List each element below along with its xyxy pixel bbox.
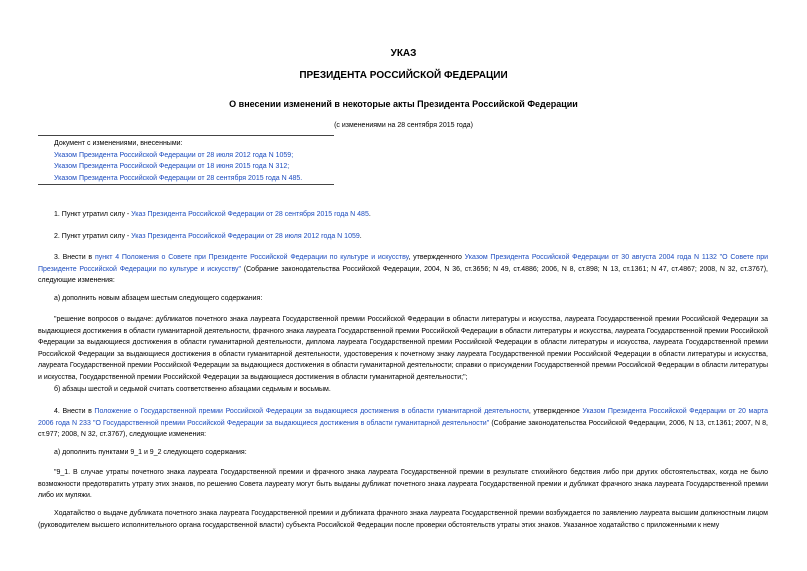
quote-3: Ходатайство о выдаче дубликата почетного знака лауреата Государственной премии и дубликата фрачного знака лауреата Государственной премии возбуждается по заявлению лауреата высшим должностным лицом (руководителем высшего исполнительного органа государственной власти) субъекта Российской Федерации после проверки обстоятельств утраты этих знаков. Указанное ходатайство с приложенными к нему	[38, 510, 768, 529]
change-link-2[interactable]: Указом Президента Российской Федерации от 18 июня 2015 года N 312;	[54, 163, 290, 171]
paragraph-4-link-1[interactable]: Положение о Государственной премии Российской Федерации за выдающиеся достижения в области гуманитарной деятельности	[94, 408, 529, 415]
paragraph-4-link-2[interactable]: Указом Президента Российской Федерации от 20 марта 2006 года N 233 "О Государственной премии Российской Федерации за выдающиеся достижения в области гуманитарной деятельности"	[38, 408, 768, 427]
paragraph-2-link[interactable]: Указ Президента Российской Федерации от 28 июля 2012 года N 1059	[131, 233, 360, 240]
revision-note: (с изменениями на 28 сентября 2015 года)	[334, 122, 473, 129]
paragraph-1-link[interactable]: Указ Президента Российской Федерации от 28 сентября 2015 года N 485	[131, 211, 369, 218]
paragraph-2: 2. Пункт утратил силу - Указ Президента Российской Федерации от 28 июля 2012 года N 1059.	[54, 233, 362, 240]
paragraph-3-link-1[interactable]: пункт 4 Положения о Совете при Президенте Российской Федерации по культуре и искусству	[94, 254, 409, 261]
paragraph-4: 4. Внести в Положение о Государственной премии Российской Федерации за выдающиеся достижения в области гуманитарной деятельности, утвержденное Указом Президента Российской Федерации от 20 марта 2006 года N 233 "О Государственной премии Российской Федерации за выдающиеся достижения в области гуманитарной деятельности" (Собрание законодательства Российской Федерации, 2006, N 13, ст.1361; 2007, N 8, ст.977; 2008, N 32, ст.3767), следующие изменения:	[38, 408, 768, 439]
changes-box-bottom-rule	[38, 184, 334, 185]
paragraph-3-link-2[interactable]: Указом Президента Российской Федерации от 30 августа 2004 года N 1132 "О Совете при Президенте Российской Федерации по культуре и искусству"	[38, 254, 769, 273]
paragraph-4a: а) дополнить пунктами 9_1 и 9_2 следующего содержания:	[54, 449, 247, 456]
paragraph-1: 1. Пункт утратил силу - Указ Президента Российской Федерации от 28 сентября 2015 года N 485.	[54, 211, 371, 218]
document-subtitle: О внесении изменений в некоторые акты Президента Российской Федерации	[229, 99, 578, 109]
document-issuer: ПРЕЗИДЕНТА РОССИЙСКОЙ ФЕДЕРАЦИИ	[299, 70, 508, 81]
paragraph-3: 3. Внести в пункт 4 Положения о Совете при Президенте Российской Федерации по культуре и искусству, утвержденного Указом Президента Российской Федерации от 30 августа 2004 года N 1132 "О Совете при Президенте Российской Федерации по культуре и искусству" (Собрание законодательства Российской Федерации, 2004, N 36, ст.3656; N 49, ст.4886; 2006, N 8, ст.898; N 13, ст.1361; N 47, ст.4867; 2008, N 32, ст.3767), следующие изменения:	[38, 254, 769, 285]
change-link-3[interactable]: Указом Президента Российской Федерации от 28 сентября 2015 года N 485.	[54, 174, 303, 182]
paragraph-3b: б) абзацы шестой и седьмой считать соответственно абзацами седьмым и восьмым.	[54, 386, 331, 393]
changes-box-heading: Документ с изменениями, внесенными:	[54, 140, 183, 147]
quote-2: "9_1. В случае утраты почетного знака лауреата Государственной премии и фрачного знака лауреата Государственной премии в результате стихийного бедствия либо при других обстоятельствах, когда не было возможности предотвратить утрату этих знаков, по решению Совета лауреату могут быть выданы дубликат почетного знака лауреата Государственной премии и дубликат фрачного знака лауреата Государственной премии либо их муляжи.	[38, 469, 768, 500]
document-title: УКАЗ	[390, 48, 417, 59]
paragraph-3a: а) дополнить новым абзацем шестым следующего содержания:	[54, 295, 263, 302]
quote-1: "решение вопросов о выдаче: дубликатов почетного знака лауреата Государственной премии Российской Федерации в области литературы и искусства, лауреата Государственной премии Российской Федерации за выдающиеся достижения в области гуманитарной деятельности, фрачного знака лауреата Государственной премии Российской Федерации в области литературы и искусства, лауреата Государственной премии Российской Федерации за выдающиеся достижения в области гуманитарной деятельности, диплома лауреата Государственной премии Российской Федерации в области литературы и искусства, лауреата Государственной премии Российской Федерации за выдающиеся достижения в области гуманитарной деятельности, удостоверения к почетному знаку лауреата Государственной премии Российской Федерации в области литературы и искусства, лауреата Государственной премии Российской Федерации за выдающиеся достижения в области гуманитарной деятельности; справки о присуждении Государственной премии Российской Федерации в области литературы и искусства, Государственной премии Российской Федерации за выдающиеся достижения в области гуманитарной деятельности;";	[38, 316, 768, 381]
changes-box	[54, 138, 354, 184]
changes-box-top-rule	[38, 135, 334, 136]
change-link-1[interactable]: Указом Президента Российской Федерации от 28 июля 2012 года N 1059;	[54, 151, 294, 159]
